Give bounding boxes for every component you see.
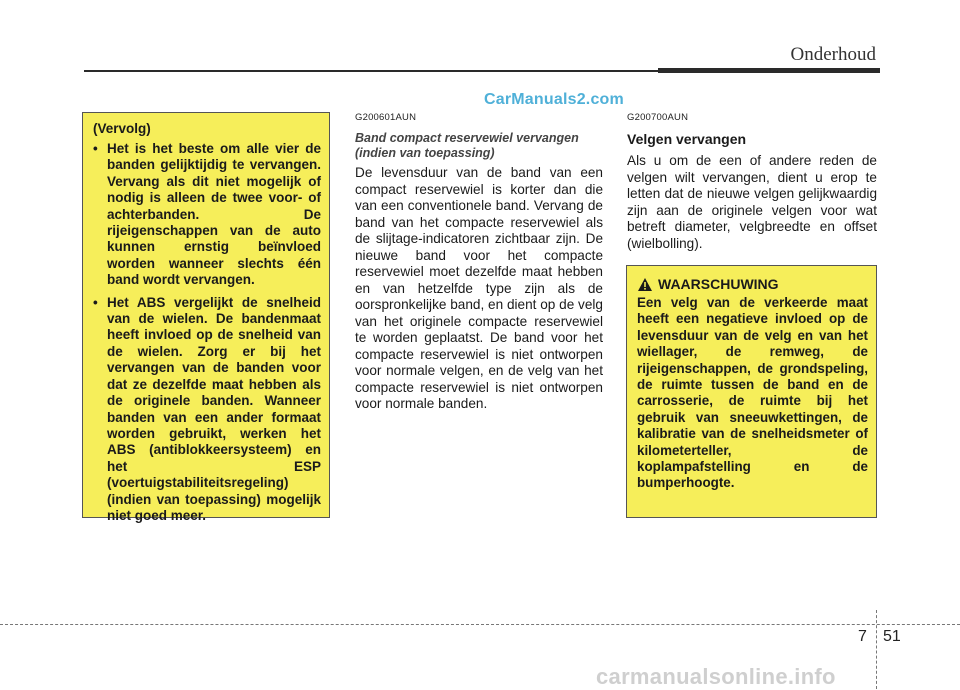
wheel-replacement-section: [627, 112, 877, 252]
header-rule-thick: [658, 68, 880, 73]
section-code: G200700AUN: [627, 112, 689, 123]
section-heading: Velgen vervangen: [627, 131, 747, 147]
continued-label: (Vervolg): [93, 121, 151, 136]
warning-triangle-icon: [637, 277, 653, 292]
section-title: Onderhoud: [790, 44, 876, 65]
footer-rule: [0, 624, 960, 625]
continued-caution-box: [82, 112, 330, 523]
warning-header: [637, 276, 868, 292]
section-subheading: Band compact reservewiel vervangen (indien van toepassing): [355, 131, 579, 160]
caution-bullet: • Het is het beste om alle vier de banden gelijktijdig te vervangen. Vervang als dit niet mogelijk of nodig is alleen de twee voor- of achterbanden. De rijeigenschappen van de auto kunnen ernstig beïnvloed worden wanneer slechts één band wordt vervangen.: [93, 141, 321, 289]
caution-list: [93, 141, 321, 524]
header-rule: [84, 70, 664, 72]
section-body: Als u om de een of andere reden de velgen wilt vervangen, dient u erop te letten dat de nieuwe velgen gelijkwaardig zijn aan de originele velgen voor wat betreft diameter, velgbreedte en offset (wielbolling).: [627, 153, 877, 251]
warning-title: WAARSCHUWING: [658, 276, 779, 292]
watermark-bottom: carmanualsonline.info: [596, 664, 836, 689]
chapter-number: 7: [858, 628, 867, 645]
caution-bullet: • Het ABS vergelijkt de snelheid van de wielen. De bandenmaat heeft invloed op de snelheid van de wielen. Zorg er bij het vervangen van de banden voor dat ze dezelfde maat hebben als de originele banden. Wanneer banden van een ander formaat worden gebruikt, werken het ABS (antiblokkeersysteem) en het ESP (voertuigstabiliteitsregeling) (indien van toepassing) mogelijk niet goed meer.: [93, 295, 321, 525]
compact-spare-section: [355, 112, 603, 413]
section-body: De levensduur van de band van een compact reservewiel is korter dan die van een conventionele band. Vervang de band van het compacte reservewiel als de slijtage-indicatoren zichtbaar zijn. De nieuwe band voor het compacte reservewiel moet dezelfde maat hebben en van hetzelfde type zijn als de oorspronkelijke band, en dient op de velg van het originele compacte reservewiel te worden geplaatst. De band voor het compacte reservewiel is niet ontworpen voor normale velgen, en de velg van het compacte reservewiel is niet ontworpen voor normale banden.: [355, 165, 603, 411]
footer-divider: [876, 610, 877, 689]
watermark-top: CarManuals2.com: [484, 91, 624, 108]
page-number: 51: [883, 628, 901, 645]
warning-text: Een velg van de verkeerde maat heeft een negatieve invloed op de levensduur van de velg en van het wiellager, de remweg, de rijeigenschappen, de grondspeling, de ruimte tussen de band en de carrosserie, de ruimte bij het gebruik van sneeuwkettingen, de kalibratie van de snelheidsmeter of kilometerteller, de koplampafstelling en de bumperhoogte.: [637, 295, 868, 491]
warning-box: [626, 265, 877, 518]
section-code: G200601AUN: [355, 112, 417, 123]
